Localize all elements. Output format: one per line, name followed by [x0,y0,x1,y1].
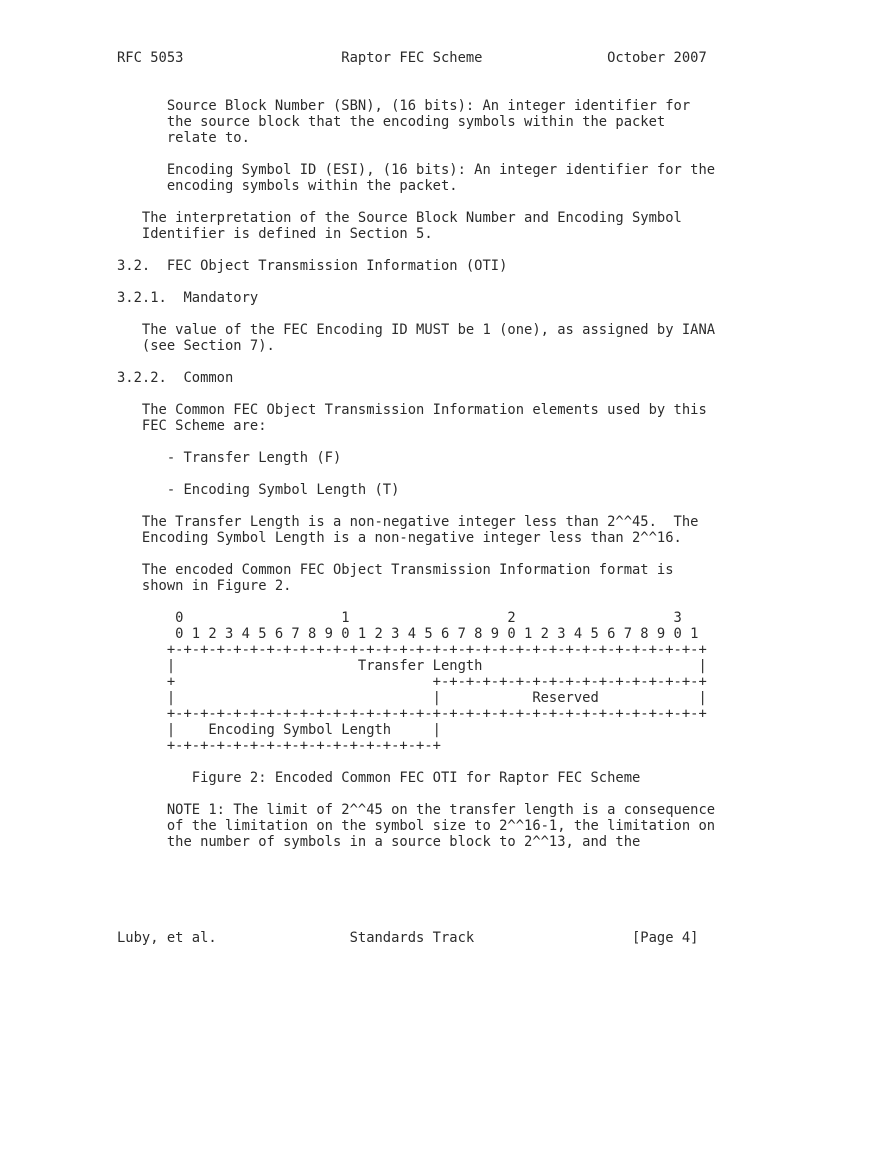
figure-row-reserved: | | Reserved | [117,690,707,706]
note-line-2: of the limitation on the symbol size to 2^^16-1, the limitation on [117,818,716,834]
esi-line-1: Encoding Symbol ID (ESI), (16 bits): An integer identifier for the [117,162,716,178]
figure-row-transfer-length: | Transfer Length | [117,658,707,674]
section-heading-3-2-2: 3.2.2. Common [117,370,234,386]
interpretation-line-1: The interpretation of the Source Block Number and Encoding Symbol [117,210,682,226]
note-line-1: NOTE 1: The limit of 2^^45 on the transfer length is a consequence [117,802,716,818]
figure-border-mid-2: +-+-+-+-+-+-+-+-+-+-+-+-+-+-+-+-+-+-+-+-+-+-+-+-+-+-+-+-+-+-+-+-+ [117,706,707,722]
figure-bit-decades: 0 1 2 3 [117,610,682,626]
rfc-page [117,50,757,946]
page-header: RFC 5053 Raptor FEC Scheme October 2007 [117,50,707,66]
lengths-line-2: Encoding Symbol Length is a non-negative integer less than 2^^16. [117,530,682,546]
mandatory-line-2: (see Section 7). [117,338,275,354]
bullet-transfer-length: - Transfer Length (F) [117,450,342,466]
figure-caption: Figure 2: Encoded Common FEC OTI for Raptor FEC Scheme [117,770,641,786]
format-intro-line-1: The encoded Common FEC Object Transmission Information format is [117,562,674,578]
figure-border-top: +-+-+-+-+-+-+-+-+-+-+-+-+-+-+-+-+-+-+-+-+-+-+-+-+-+-+-+-+-+-+-+-+ [117,642,707,658]
sbn-line-3: relate to. [117,130,250,146]
figure-row-encoding-symbol-length: | Encoding Symbol Length | [117,722,441,738]
sbn-line-1: Source Block Number (SBN), (16 bits): An integer identifier for [117,98,691,114]
lengths-line-1: The Transfer Length is a non-negative integer less than 2^^45. The [117,514,699,530]
figure-bit-numbers: 0 1 2 3 4 5 6 7 8 9 0 1 2 3 4 5 6 7 8 9 0 1 2 3 4 5 6 7 8 9 0 1 [117,626,699,642]
figure-border-bottom: +-+-+-+-+-+-+-+-+-+-+-+-+-+-+-+-+ [117,738,441,754]
note-line-3: the number of symbols in a source block to 2^^13, and the [117,834,641,850]
section-heading-3-2-1: 3.2.1. Mandatory [117,290,259,306]
sbn-line-2: the source block that the encoding symbols within the packet [117,114,666,130]
page-footer: Luby, et al. Standards Track [Page 4] [117,930,699,946]
common-intro-line-1: The Common FEC Object Transmission Information elements used by this [117,402,707,418]
esi-line-2: encoding symbols within the packet. [117,178,458,194]
mandatory-line-1: The value of the FEC Encoding ID MUST be 1 (one), as assigned by IANA [117,322,716,338]
section-heading-3-2: 3.2. FEC Object Transmission Information (OTI) [117,258,508,274]
bullet-encoding-symbol-length: - Encoding Symbol Length (T) [117,482,400,498]
common-intro-line-2: FEC Scheme are: [117,418,267,434]
format-intro-line-2: shown in Figure 2. [117,578,292,594]
interpretation-line-2: Identifier is defined in Section 5. [117,226,433,242]
figure-border-mid-1: + +-+-+-+-+-+-+-+-+-+-+-+-+-+-+-+-+ [117,674,707,690]
